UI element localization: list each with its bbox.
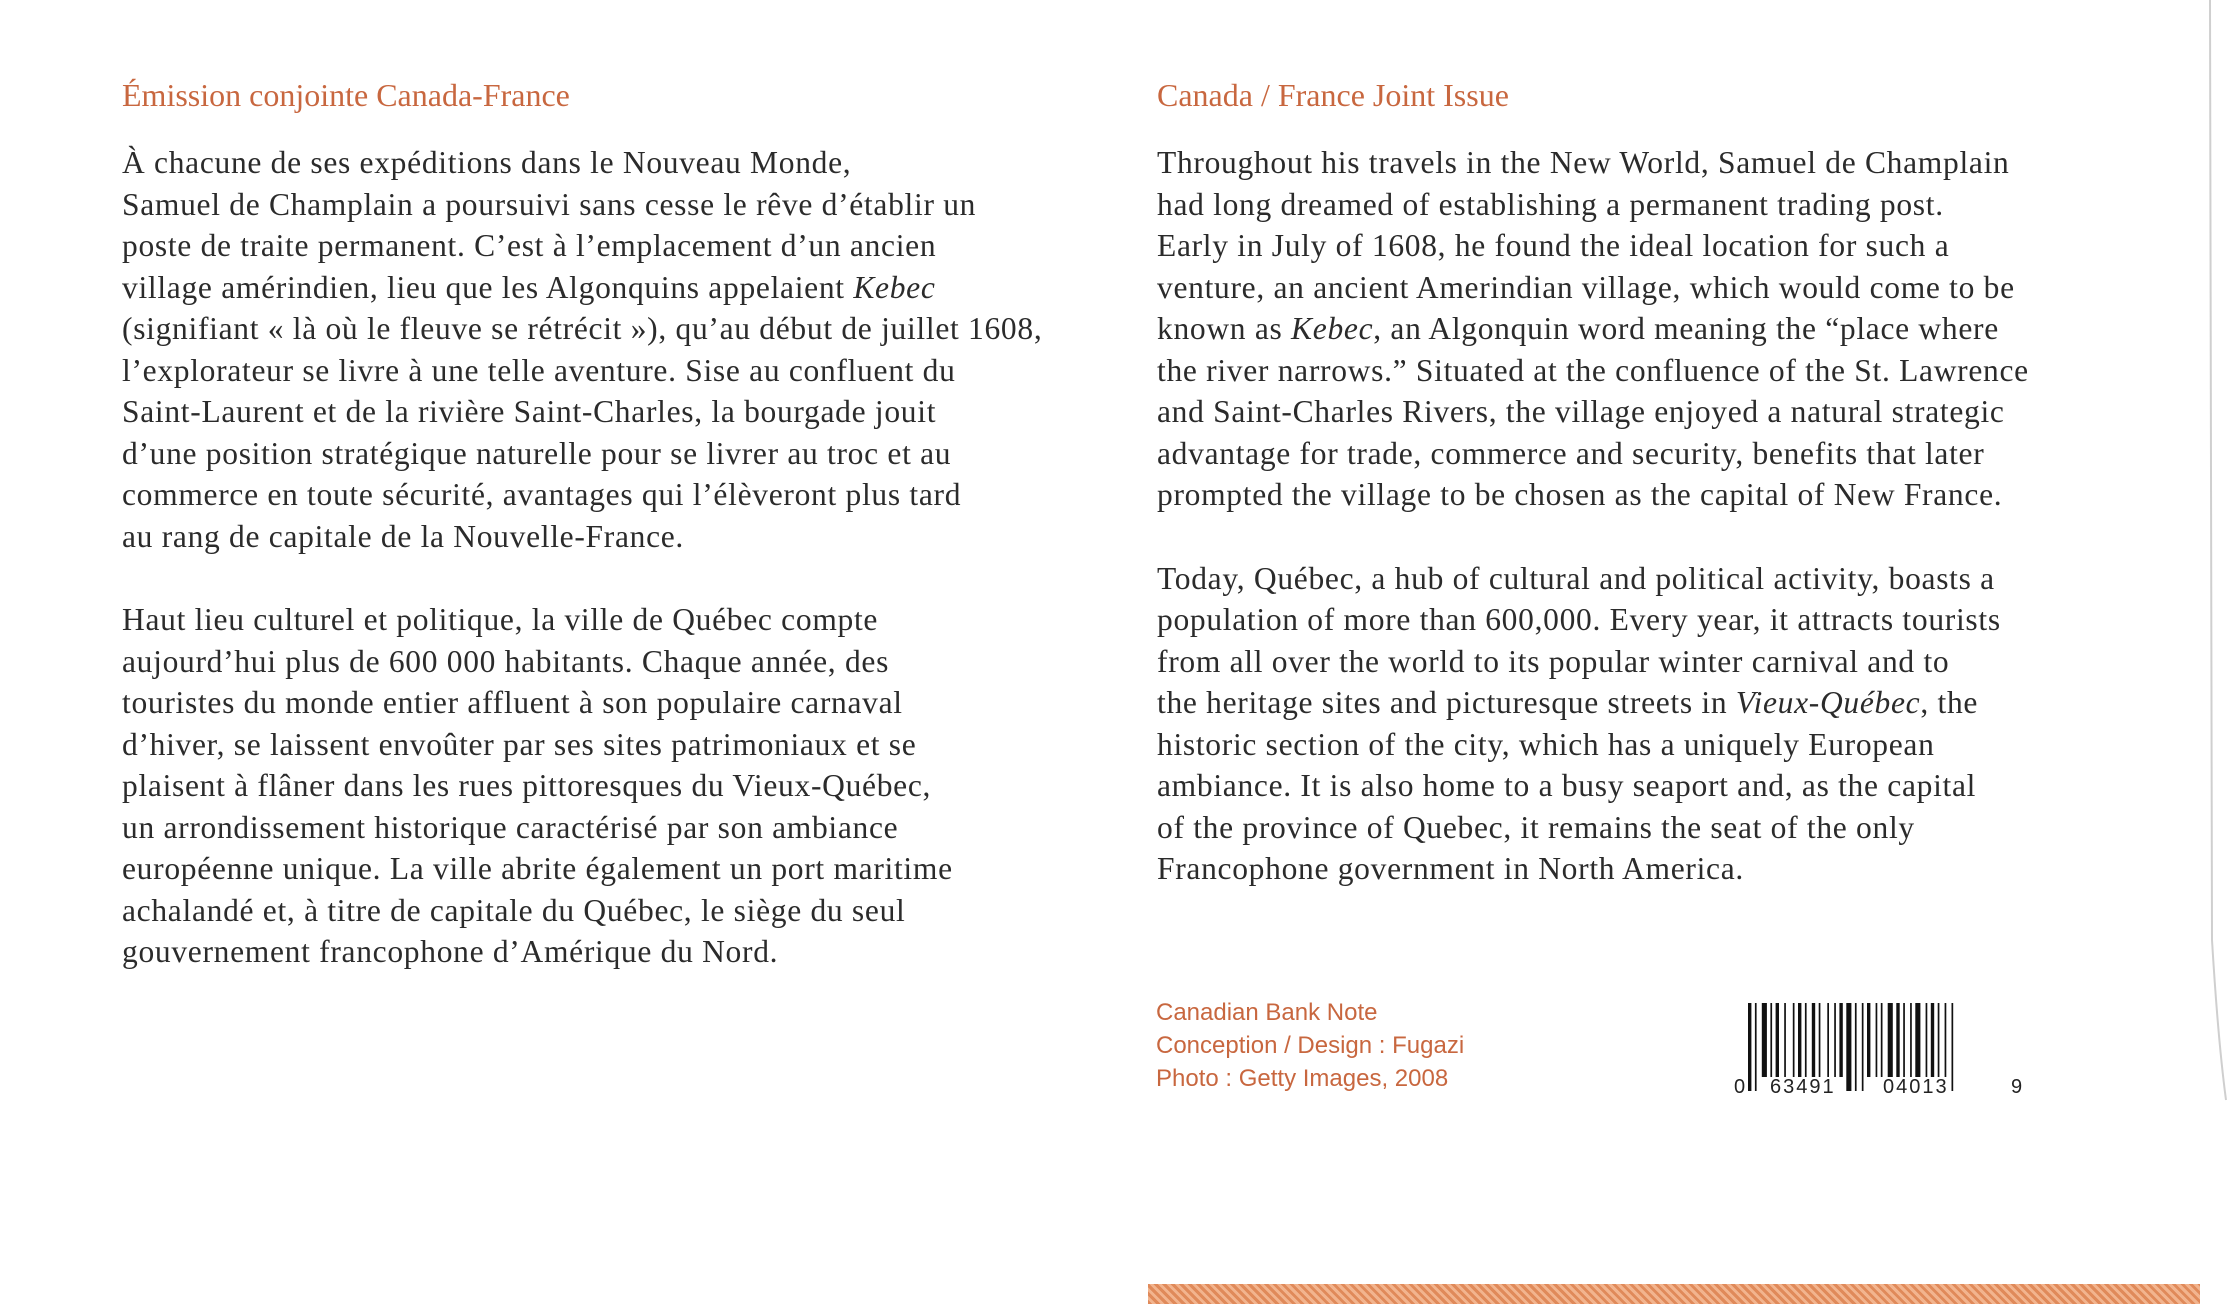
barcode-bar [1839, 1003, 1842, 1077]
barcode-bar [1931, 1003, 1934, 1077]
barcode-bar [1784, 1003, 1786, 1077]
french-heading: Émission conjointe Canada-France [122, 77, 570, 113]
credit-printer: Canadian Bank Note [1156, 999, 1378, 1026]
barcode-right-group: 04013 [1883, 1076, 1949, 1095]
barcode-bar [1798, 1003, 1801, 1077]
barcode-bar [1819, 1003, 1821, 1077]
english-column [1157, 70, 2117, 932]
barcode-bar [1748, 1003, 1751, 1091]
barcode-bar [1827, 1003, 1829, 1077]
barcode-bar [1867, 1003, 1870, 1077]
barcode-bar [1945, 1003, 1947, 1077]
credit-photo: Photo : Getty Images, 2008 [1156, 1065, 1449, 1092]
french-column [122, 70, 1052, 1015]
orange-band [1148, 1284, 2200, 1304]
english-heading: Canada / France Joint Issue [1157, 77, 1509, 113]
barcode-bar [1881, 1003, 1883, 1077]
barcode-left-group: 63491 [1770, 1076, 1836, 1095]
barcode-bar [1915, 1003, 1920, 1077]
barcode-bar [1855, 1003, 1857, 1091]
barcode-bar [1926, 1003, 1928, 1077]
barcode-bar [1888, 1003, 1893, 1077]
english-paragraph-1: Throughout his travels in the New World, Samuel de Champlain had long dreamed of establishing a permanent trading post. Early in July of 1608, he found the ideal location for such a venture, an ancient Amerindian village, which would come to be known as Kebec, an Algonquin word meaning the “place where the river narrows.” Situated at the confluence of the St. Lawrence and Saint-Charles Rivers, the village enjoyed a natural strategic advantage for trade, commerce and security, benefits that later prompted the village to be chosen as the capital of New France. [1157, 145, 2029, 512]
credit-design: Conception / Design : Fugazi [1156, 1032, 1465, 1059]
barcode-bar [1896, 1003, 1899, 1077]
credits-block [1156, 996, 1464, 1095]
barcode [1734, 1003, 2024, 1095]
barcode-bar [1903, 1003, 1905, 1077]
barcode-bar [1952, 1003, 1954, 1091]
french-paragraph-2: Haut lieu culturel et politique, la ville de Québec compte aujourd’hui plus de 600 000 habitants. Chaque année, des touristes du monde entier affluent à son populaire carnaval d’hiver, se laissent envoûter par ses sites patrimoniaux et se plaisent à flâner dans les rues pittoresques du Vieux-Québec, un arrondissement historique caractérisé par son ambiance européenne unique. La ville abrite également un port maritime achalandé et, à titre de capitale du Québec, le siège du seul gouvernement francophone d’Amérique du Nord. [122, 602, 953, 969]
barcode-bar [1846, 1003, 1851, 1091]
barcode-bar [1770, 1003, 1772, 1077]
barcode-bar [1862, 1003, 1864, 1091]
barcode-bar [1755, 1003, 1757, 1091]
barcode-bar [1776, 1003, 1779, 1077]
barcode-bar [1793, 1003, 1795, 1077]
barcode-bar [1910, 1003, 1912, 1077]
barcode-check-digit: 9 [2011, 1076, 2023, 1095]
barcode-bar [1834, 1003, 1836, 1077]
barcode-lead-digit: 0 [1734, 1076, 1746, 1095]
page-edge [2204, 0, 2228, 1304]
barcode-bar [1938, 1003, 1940, 1077]
french-paragraph-1: À chacune de ses expéditions dans le Nouveau Monde, Samuel de Champlain a poursuivi sans cesse le rêve d’établir un poste de traite permanent. C’est à l’emplacement d’un ancien village amérindien, lieu que les Algonquins appelaient Kebec (signifiant « là où le fleuve se rétrécit »), qu’au début de juillet 1608, l’explorateur se livre à une telle aventure. Sise au confluent du Saint-Laurent et de la rivière Saint-Charles, la bourgade jouit d’une position stratégique naturelle pour se livrer au troc et au commerce en toute sécurité, avantages qui l’élèveront plus tard au rang de capitale de la Nouvelle-France. [122, 145, 1043, 554]
barcode-bar [1876, 1003, 1878, 1077]
barcode-bar [1812, 1003, 1815, 1077]
barcode-bar [1805, 1003, 1807, 1077]
barcode-bar [1762, 1003, 1767, 1077]
english-paragraph-2: Today, Québec, a hub of cultural and political activity, boasts a population of more than 600,000. Every year, it attracts tourists from all over the world to its popular winter carnival and to the heritage sites and picturesque streets in Vieux-Québec, the historic section of the city, which has a uniquely European ambiance. It is also home to a busy seaport and, as the capital of the province of Quebec, it remains the seat of the only Francophone government in North America. [1157, 560, 2001, 886]
